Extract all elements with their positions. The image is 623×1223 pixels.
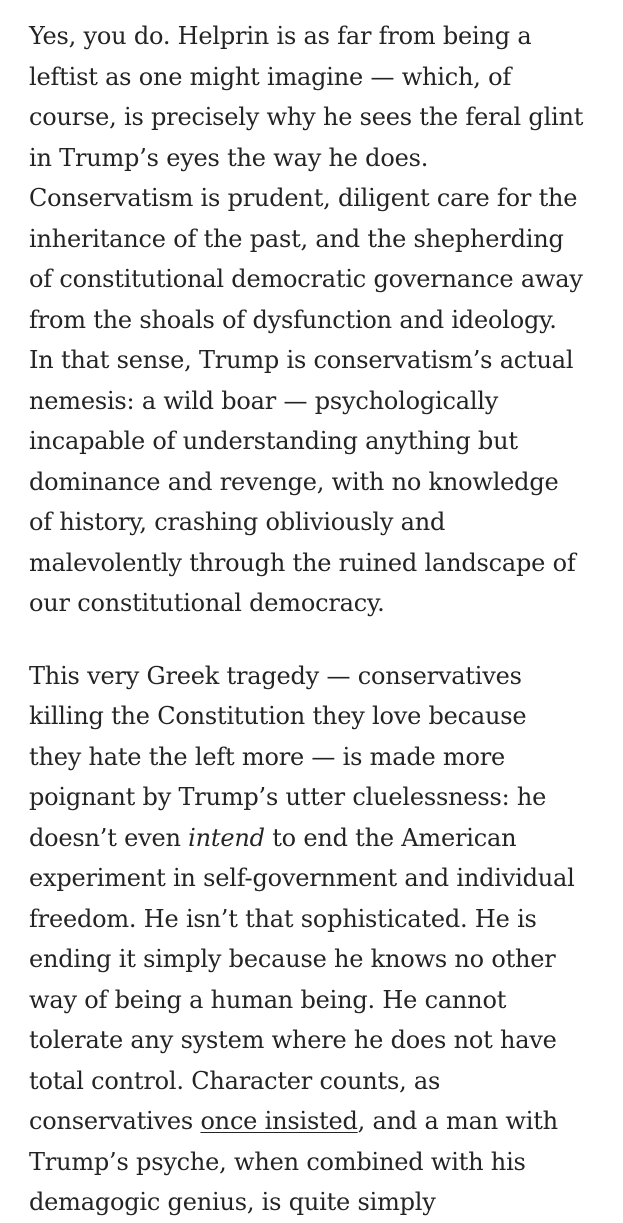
text-line: freedom. He isn’t that sophisticated. He is [29,904,537,933]
text-line: dominance and revenge, with no knowledge [29,467,559,496]
text-line-with-link [29,1101,623,1142]
text-line: of constitutional democratic governance away [29,265,583,293]
text-line: total control. Character counts, as [29,1066,441,1095]
paragraph-1 [29,16,623,624]
text-line: tolerate any system where he does not have [29,1026,557,1054]
emphasized-word: intend [188,823,265,852]
text-line: in Trump’s eyes the way he does. [29,143,429,172]
article-body [29,16,623,1223]
text-line: our constitutional democracy. [29,589,385,617]
text-line: demagogic genius, is quite simply [29,1188,436,1216]
text-line: Trump’s psyche, when combined with his [29,1147,526,1176]
text-line: Yes, you do. Helprin is as far from being a [29,22,532,50]
text-line: In that sense, Trump is conservatism’s actual [29,346,574,374]
paragraph-2 [29,656,623,1223]
text-line: nemesis: a wild boar — psychologically [29,386,499,415]
text-line: from the shoals of dysfunction and ideology. [29,305,557,334]
text-line: This very Greek tragedy — conservatives [29,661,522,690]
text-fragment: , and a man with [357,1107,558,1135]
text-line: poignant by Trump’s utter cluelessness: he [29,783,547,811]
text-line: Conservatism is prudent, diligent care for the [29,184,578,212]
text-line: malevolently through the ruined landscape of [29,548,576,577]
text-fragment: to end the American [264,823,517,852]
text-line: they hate the left more — is made more [29,742,506,771]
text-line-with-emphasis [29,818,623,859]
once-insisted-link[interactable]: once insisted [200,1107,358,1135]
text-line: leftist as one might imagine — which, of [29,62,512,91]
text-fragment: doesn’t even [29,823,189,852]
text-line: course, is precisely why he sees the feral glint [29,103,584,131]
text-line: inheritance of the past, and the shepherding [29,224,564,253]
text-line: incapable of understanding anything but [29,427,518,455]
text-line: experiment in self-government and individual [29,864,575,892]
text-line: of history, crashing obliviously and [29,508,446,536]
text-fragment: conservatives [29,1107,201,1135]
text-line: ending it simply because he knows no other [29,945,556,973]
text-line: killing the Constitution they love because [29,702,527,730]
text-line: way of being a human being. He cannot [29,985,507,1014]
